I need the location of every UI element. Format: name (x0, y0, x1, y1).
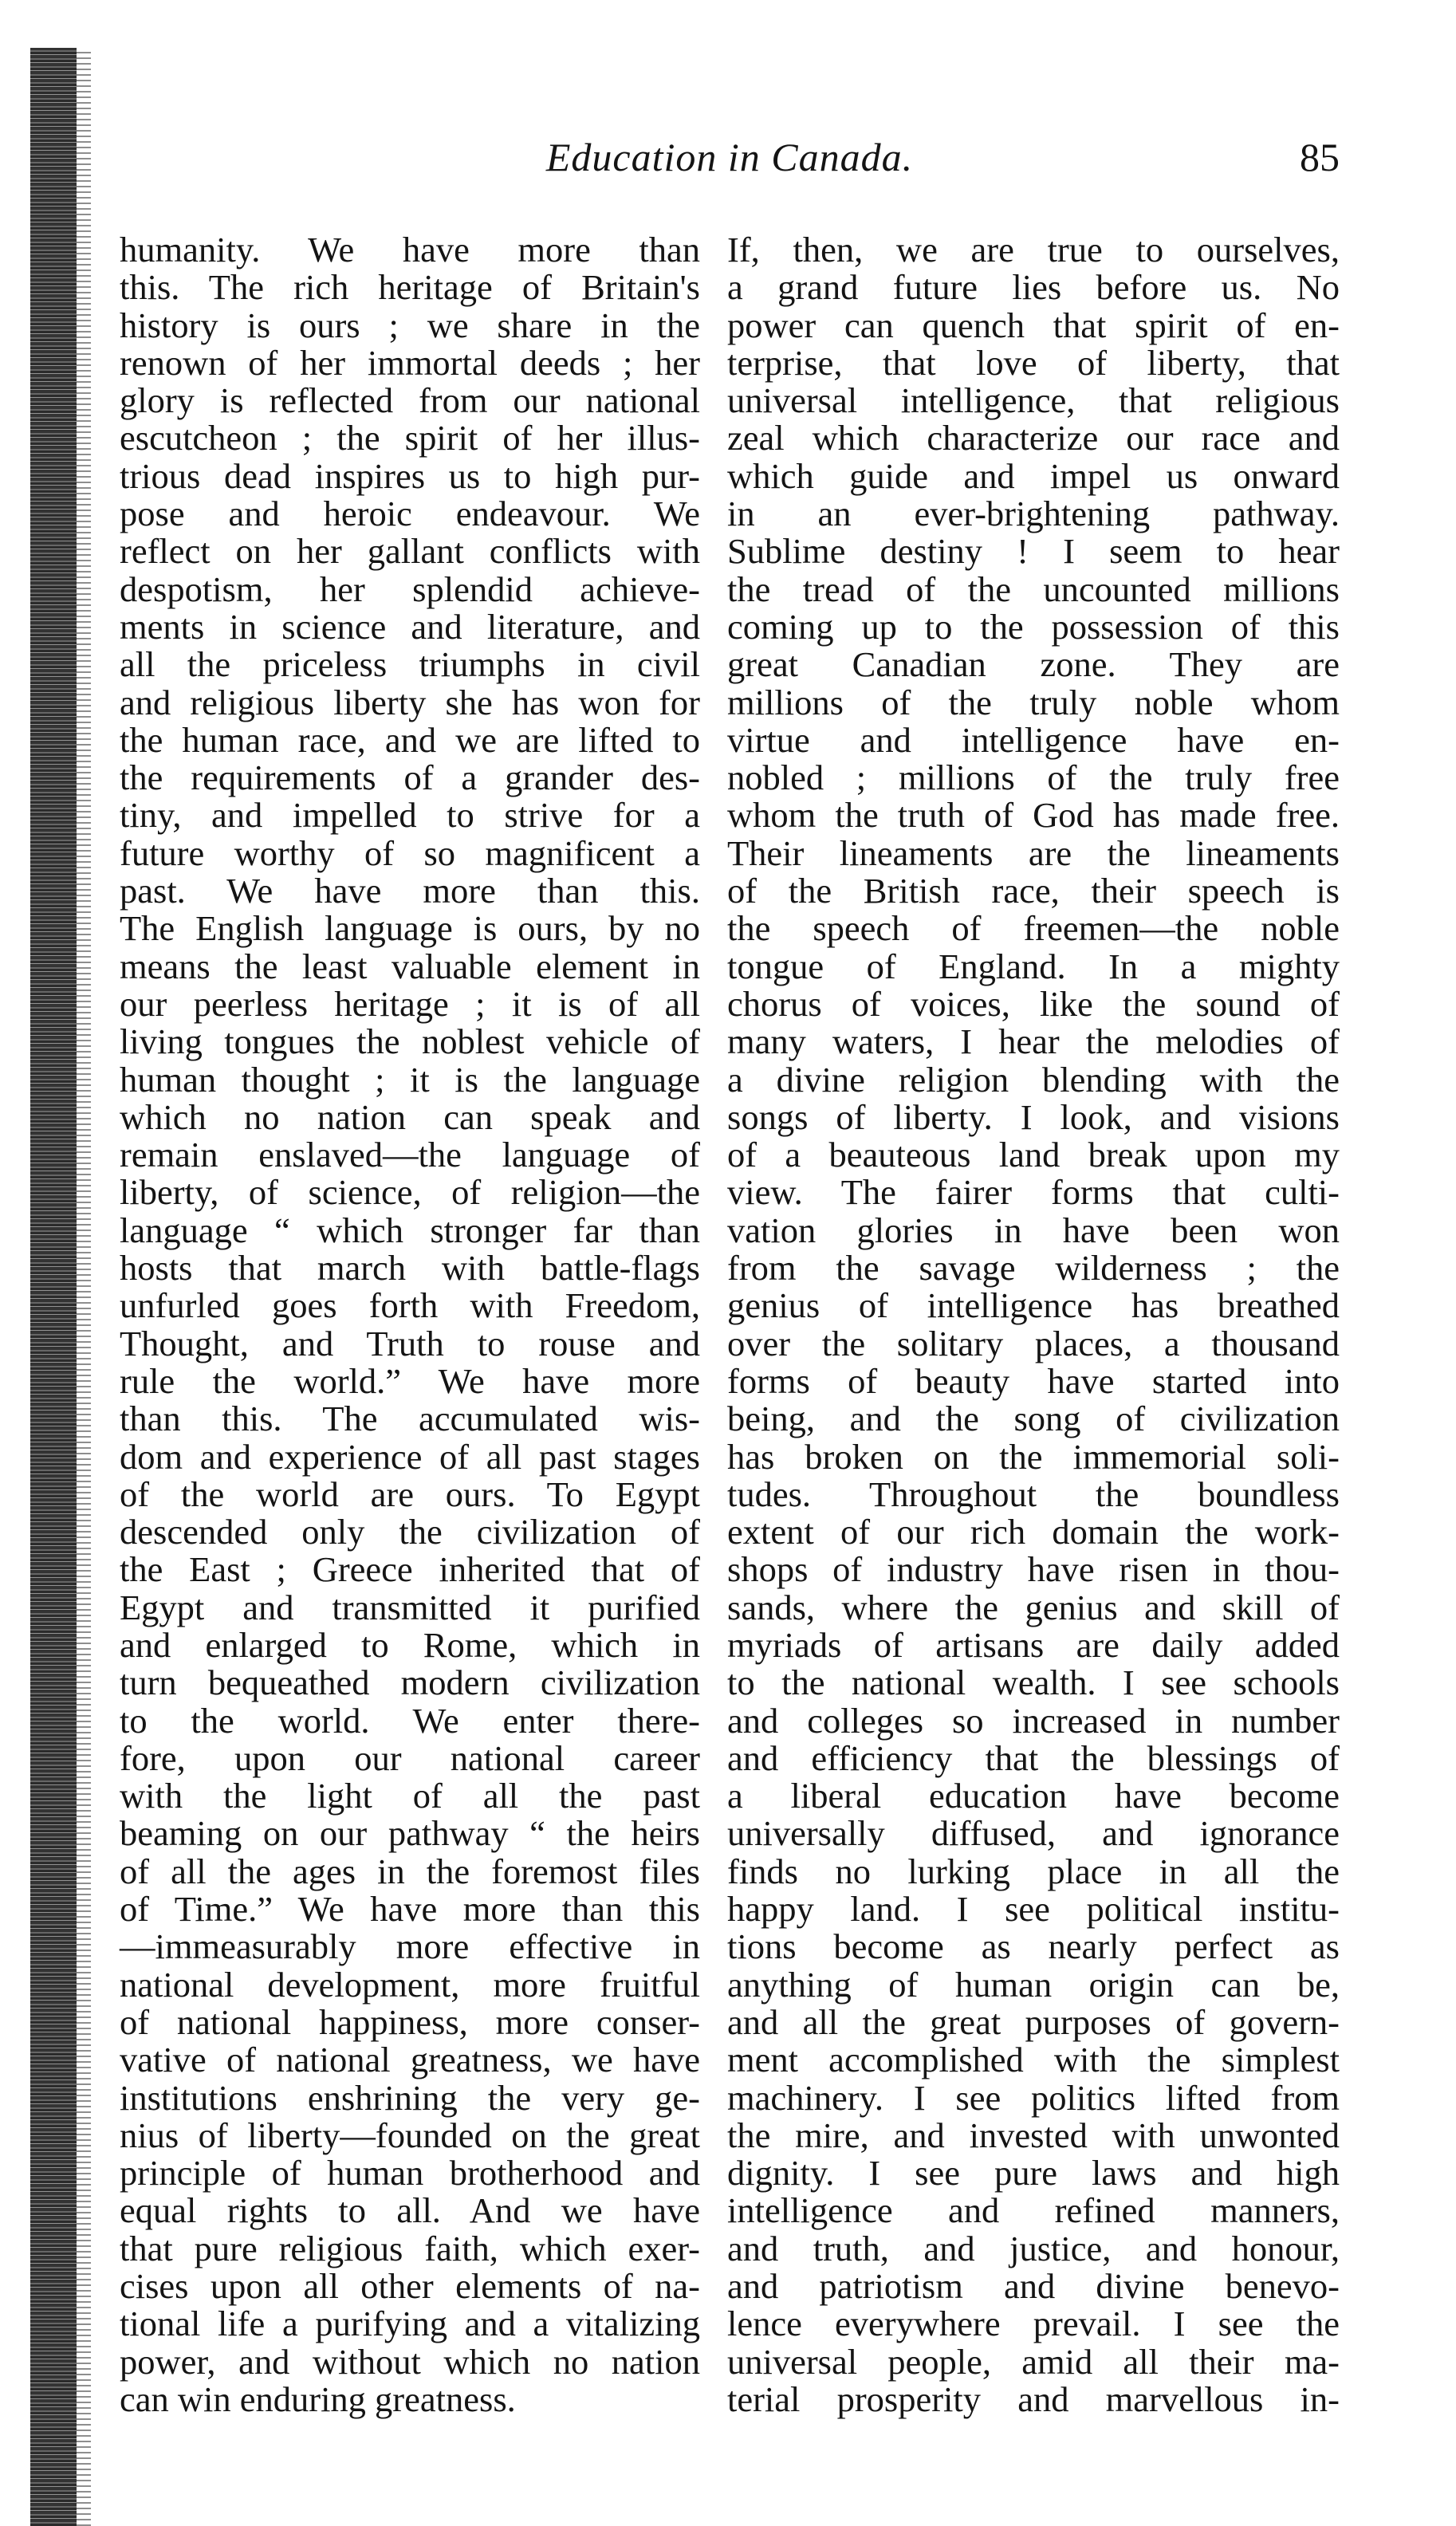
text-line: nobled ; millions of the truly free (727, 757, 1340, 798)
text-line: of Time.” We have more than this (120, 1889, 700, 1930)
text-line: language “ which stronger far than (120, 1210, 700, 1250)
text-line: genius of intelligence has breathed (727, 1285, 1340, 1326)
text-line: hosts that march with battle-flags (120, 1248, 700, 1289)
text-line: whom the truth of God has made free. (727, 795, 1340, 836)
text-line: that pure religious faith, which exer- (120, 2228, 700, 2268)
text-line: tudes. Throughout the boundless (727, 1474, 1340, 1514)
text-line: the requirements of a grander des- (120, 757, 700, 798)
text-line: terial prosperity and marvellous in- (727, 2378, 1340, 2419)
text-line: of a beauteous land break upon my (727, 1135, 1340, 1175)
text-line: If, then, we are true to ourselves, (727, 230, 1340, 270)
text-line: of the world are ours. To Egypt (120, 1474, 700, 1514)
text-line: a grand future lies before us. No (727, 267, 1340, 308)
text-line: universal intelligence, that religious (727, 380, 1340, 421)
text-line: the speech of freemen—the noble (727, 908, 1340, 949)
text-line: Their lineaments are the lineaments (727, 832, 1340, 873)
text-line: extent of our rich domain the work- (727, 1512, 1340, 1552)
text-line: dom and experience of all past stages (120, 1436, 700, 1477)
text-line: escutcheon ; the spirit of her illus- (120, 418, 700, 458)
text-line: —immeasurably more effective in (120, 1926, 700, 1967)
text-line: pose and heroic endeavour. We (120, 494, 700, 534)
text-line: universally diffused, and ignorance (727, 1813, 1340, 1854)
text-line: which guide and impel us onward (727, 455, 1340, 496)
text-line: has broken on the immemorial soli- (727, 1436, 1340, 1477)
text-line: a liberal education have become (727, 1776, 1340, 1816)
text-line: history is ours ; we share in the (120, 305, 700, 345)
text-line: institutions enshrining the very ge- (120, 2077, 700, 2118)
text-line: shops of industry have risen in thou- (727, 1549, 1340, 1590)
text-line: chorus of voices, like the sound of (727, 983, 1340, 1024)
text-line: songs of liberty. I look, and visions (727, 1096, 1340, 1137)
text-line: dignity. I see pure laws and high (727, 2153, 1340, 2194)
text-line: myriads of artisans are daily added (727, 1624, 1340, 1665)
text-line: turn bequeathed modern civilization (120, 1662, 700, 1703)
text-line: vative of national greatness, we have (120, 2040, 700, 2080)
text-line: vation glories in have been won (727, 1210, 1340, 1250)
text-line: remain enslaved—the language of (120, 1135, 700, 1175)
binding-gutter (30, 48, 77, 2526)
text-line: renown of her immortal deeds ; her (120, 342, 700, 383)
text-line: rule the world.” We have more (120, 1360, 700, 1401)
text-line: and colleges so increased in number (727, 1700, 1340, 1741)
text-line: future worthy of so magnificent a (120, 832, 700, 873)
text-line: sands, where the genius and skill of (727, 1587, 1340, 1627)
text-line: over the solitary places, a thousand (727, 1323, 1340, 1363)
text-line: virtue and intelligence have en- (727, 719, 1340, 760)
text-line: cises upon all other elements of na- (120, 2266, 700, 2307)
text-line: view. The fairer forms that culti- (727, 1172, 1340, 1213)
text-line: past. We have more than this. (120, 871, 700, 911)
text-line: this. The rich heritage of Britain's (120, 267, 700, 308)
text-line: of the British race, their speech is (727, 871, 1340, 911)
text-line: and religious liberty she has won for (120, 682, 700, 722)
text-line: despotism, her splendid achieve- (120, 569, 700, 609)
text-line: descended only the civilization of (120, 1512, 700, 1552)
page-number: 85 (1300, 135, 1340, 179)
text-line: lence everywhere prevail. I see the (727, 2304, 1340, 2344)
text-line: glory is reflected from our national (120, 380, 700, 421)
text-line: tional life a purifying and a vitalizing (120, 2304, 700, 2344)
text-line: liberty, of science, of religion—the (120, 1172, 700, 1213)
text-line: can win enduring greatness. (120, 2378, 516, 2419)
text-line: terprise, that love of liberty, that (727, 342, 1340, 383)
text-line: and efficiency that the blessings of (727, 1737, 1340, 1778)
text-line: and enlarged to Rome, which in (120, 1624, 700, 1665)
page-header (120, 134, 1340, 190)
text-line: being, and the song of civilization (727, 1399, 1340, 1439)
text-line: trious dead inspires us to high pur- (120, 455, 700, 496)
text-line: of all the ages in the foremost files (120, 1851, 700, 1891)
text-line: the mire, and invested with unwonted (727, 2115, 1340, 2155)
text-line: universal people, amid all their ma- (727, 2341, 1340, 2382)
text-line: coming up to the possession of this (727, 606, 1340, 647)
text-line: anything of human origin can be, (727, 1964, 1340, 2005)
text-line: great Canadian zone. They are (727, 644, 1340, 685)
text-line: unfurled goes forth with Freedom, (120, 1285, 700, 1326)
running-title: Education in Canada. (545, 135, 914, 179)
text-line: the East ; Greece inherited that of (120, 1549, 700, 1590)
text-line: than this. The accumulated wis- (120, 1399, 700, 1439)
text-line: in an ever-brightening pathway. (727, 494, 1340, 534)
text-line: human thought ; it is the language (120, 1059, 700, 1100)
text-line: reflect on her gallant conflicts with (120, 531, 700, 572)
text-line: Thought, and Truth to rouse and (120, 1323, 700, 1363)
text-line: millions of the truly noble whom (727, 682, 1340, 722)
text-line: fore, upon our national career (120, 1737, 700, 1778)
left-column (120, 231, 700, 2418)
text-line: of national happiness, more conser- (120, 2001, 700, 2042)
text-line: which no nation can speak and (120, 1096, 700, 1137)
text-line: ments in science and literature, and (120, 606, 700, 647)
text-line: equal rights to all. And we have (120, 2190, 700, 2231)
text-line: Sublime destiny ! I seem to hear (727, 531, 1340, 572)
text-line: humanity. We have more than (120, 230, 700, 270)
text-line: to the world. We enter there- (120, 1700, 700, 1741)
text-line: and patriotism and divine benevo- (727, 2266, 1340, 2307)
text-line: power, and without which no nation (120, 2341, 700, 2382)
text-line: means the least valuable element in (120, 946, 700, 986)
text-line: nius of liberty—founded on the great (120, 2115, 700, 2155)
text-line: the human race, and we are lifted to (120, 719, 700, 760)
text-line: the tread of the uncounted millions (727, 569, 1340, 609)
text-line: zeal which characterize our race and (727, 418, 1340, 458)
text-line: machinery. I see politics lifted from (727, 2077, 1340, 2118)
text-line: tongue of England. In a mighty (727, 946, 1340, 986)
text-line: national development, more fruitful (120, 1964, 700, 2005)
text-line: and all the great purposes of govern- (727, 2001, 1340, 2042)
text-line: beaming on our pathway “ the heirs (120, 1813, 700, 1854)
text-line: tions become as nearly perfect as (727, 1926, 1340, 1967)
right-column (727, 231, 1340, 2418)
text-line: all the priceless triumphs in civil (120, 644, 700, 685)
text-line: a divine religion blending with the (727, 1059, 1340, 1100)
text-line: living tongues the noblest vehicle of (120, 1021, 700, 1062)
text-line: principle of human brotherhood and (120, 2153, 700, 2194)
text-line: power can quench that spirit of en- (727, 305, 1340, 345)
text-line: ment accomplished with the simplest (727, 2040, 1340, 2080)
text-line: The English language is ours, by no (120, 908, 700, 949)
text-line: and truth, and justice, and honour, (727, 2228, 1340, 2268)
text-line: happy land. I see political institu- (727, 1889, 1340, 1930)
text-line: intelligence and refined manners, (727, 2190, 1340, 2231)
text-line: forms of beauty have started into (727, 1360, 1340, 1401)
text-line: with the light of all the past (120, 1776, 700, 1816)
text-line: from the savage wilderness ; the (727, 1248, 1340, 1289)
text-line: to the national wealth. I see schools (727, 1662, 1340, 1703)
text-line: Egypt and transmitted it purified (120, 1587, 700, 1627)
text-line: finds no lurking place in all the (727, 1851, 1340, 1891)
text-line: many waters, I hear the melodies of (727, 1021, 1340, 1062)
text-line: tiny, and impelled to strive for a (120, 795, 700, 836)
text-line: our peerless heritage ; it is of all (120, 983, 700, 1024)
